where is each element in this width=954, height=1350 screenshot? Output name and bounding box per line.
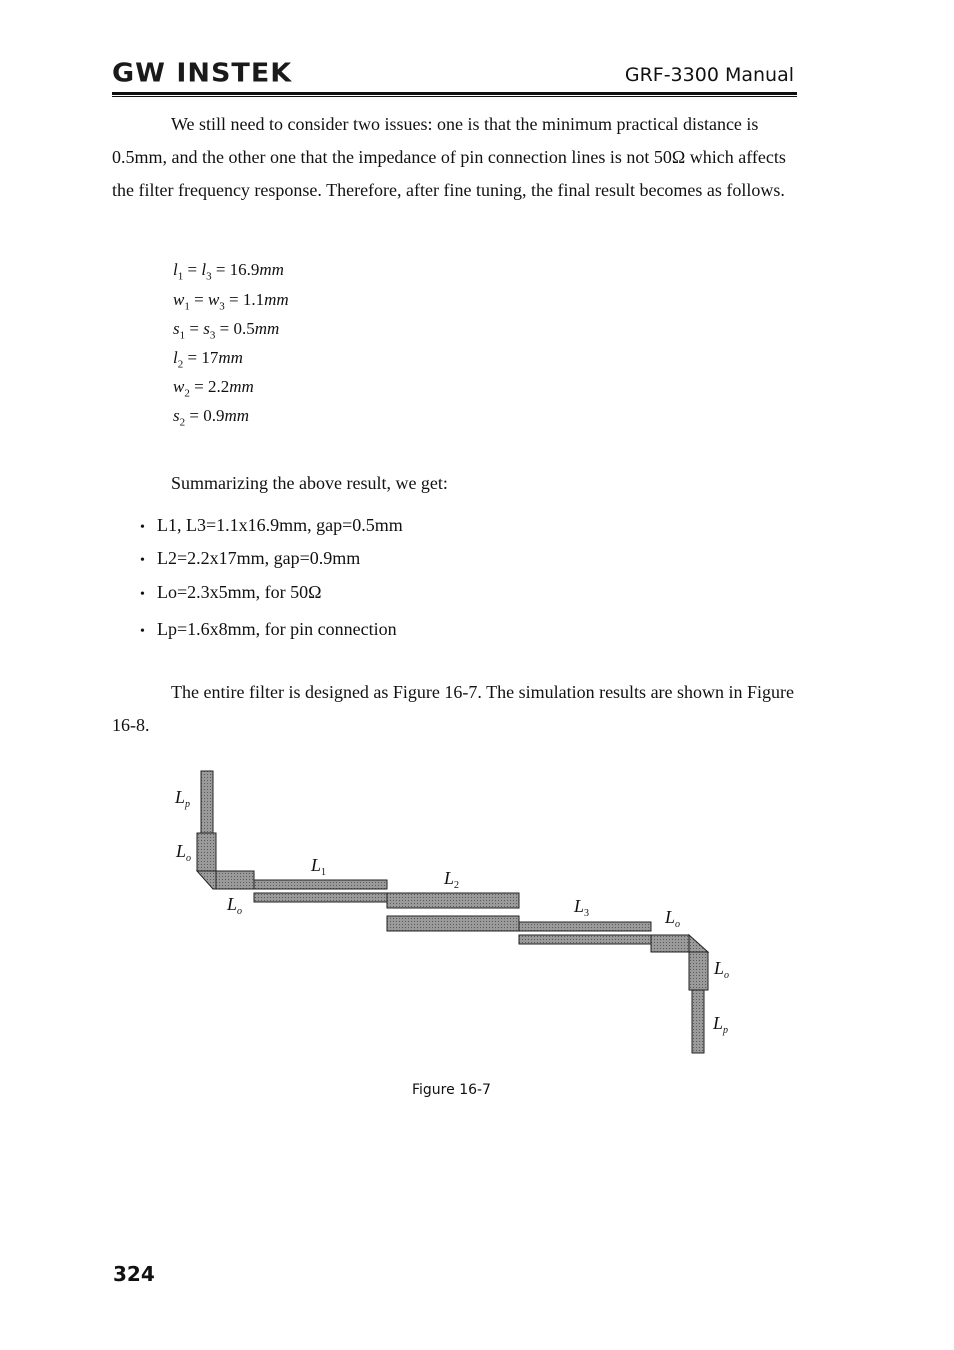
- lo-left-horizontal: [216, 871, 254, 889]
- lp-right-strip: [692, 990, 704, 1053]
- brand-logo: GW INSTEK: [112, 58, 293, 89]
- lo-left-corner: [197, 871, 216, 889]
- bullet-item: • L2=2.2x17mm, gap=0.9mm: [140, 548, 361, 568]
- l2-lower-strip: [387, 916, 519, 931]
- label-lo-left-vertical: $L_o$: [176, 841, 192, 864]
- l3-lower-strip: [519, 935, 651, 944]
- equation-w2: $w_2 = 2.2mm$: [173, 377, 254, 400]
- lo-right-horizontal: [651, 935, 689, 952]
- manual-title: GRF-3300 Manual: [624, 64, 794, 86]
- lo-right-vertical: [689, 952, 708, 990]
- page-number: 324: [113, 1262, 155, 1286]
- figure-reference-text: The entire filter is designed as Figure 16-7. The simulation results are shown in Figure 16-8.: [112, 682, 795, 735]
- equation-w1-w3: $w_1 = w_3 = 1.1mm$: [173, 290, 289, 313]
- lp-left-strip: [201, 771, 213, 833]
- equation-l1-l3: $l_1 = l_3 = 16.9mm$: [173, 260, 284, 283]
- label-lo-right-horizontal: $L_o$: [665, 907, 681, 930]
- bullet-item: • Lo=2.3x5mm, for 50Ω: [140, 582, 322, 602]
- equation-s2: $s_2 = 0.9mm$: [173, 406, 250, 429]
- equation-s1-s3: $s_1 = s_3 = 0.5mm$: [173, 319, 280, 342]
- lo-right-corner: [689, 935, 708, 952]
- intro-text: We still need to consider two issues: one is that the minimum practical distance is 0.5mm, and the other one that the impedance of pin connection lines is not 50Ω which affects the filter frequency response. Therefore, after fine tuning, the final result becomes as follows.: [112, 114, 786, 200]
- bullet-item: • L1, L3=1.1x16.9mm, gap=0.5mm: [140, 515, 403, 535]
- lo-left-vertical: [197, 833, 216, 871]
- l2-upper-strip: [387, 893, 519, 908]
- l1-upper-strip: [254, 880, 387, 889]
- l3-upper-strip: [519, 922, 651, 931]
- label-lp-top: $L_p$: [175, 787, 191, 810]
- label-lo-right-vertical: $L_o$: [714, 958, 730, 981]
- label-lp-bottom: $L_p$: [713, 1013, 729, 1036]
- l1-lower-strip: [254, 893, 387, 902]
- label-l2: $L_2$: [444, 868, 460, 891]
- bullet-item: • Lp=1.6x8mm, for pin connection: [140, 619, 397, 639]
- label-lo-left-horizontal: $L_o$: [227, 894, 243, 917]
- summary-text: Summarizing the above result, we get:: [171, 473, 448, 493]
- equation-l2: $l_2 = 17mm$: [173, 348, 243, 371]
- figure-caption: Figure 16-7: [412, 1082, 491, 1098]
- label-l3: $L_3$: [574, 896, 590, 919]
- label-l1: $L_1$: [311, 855, 327, 878]
